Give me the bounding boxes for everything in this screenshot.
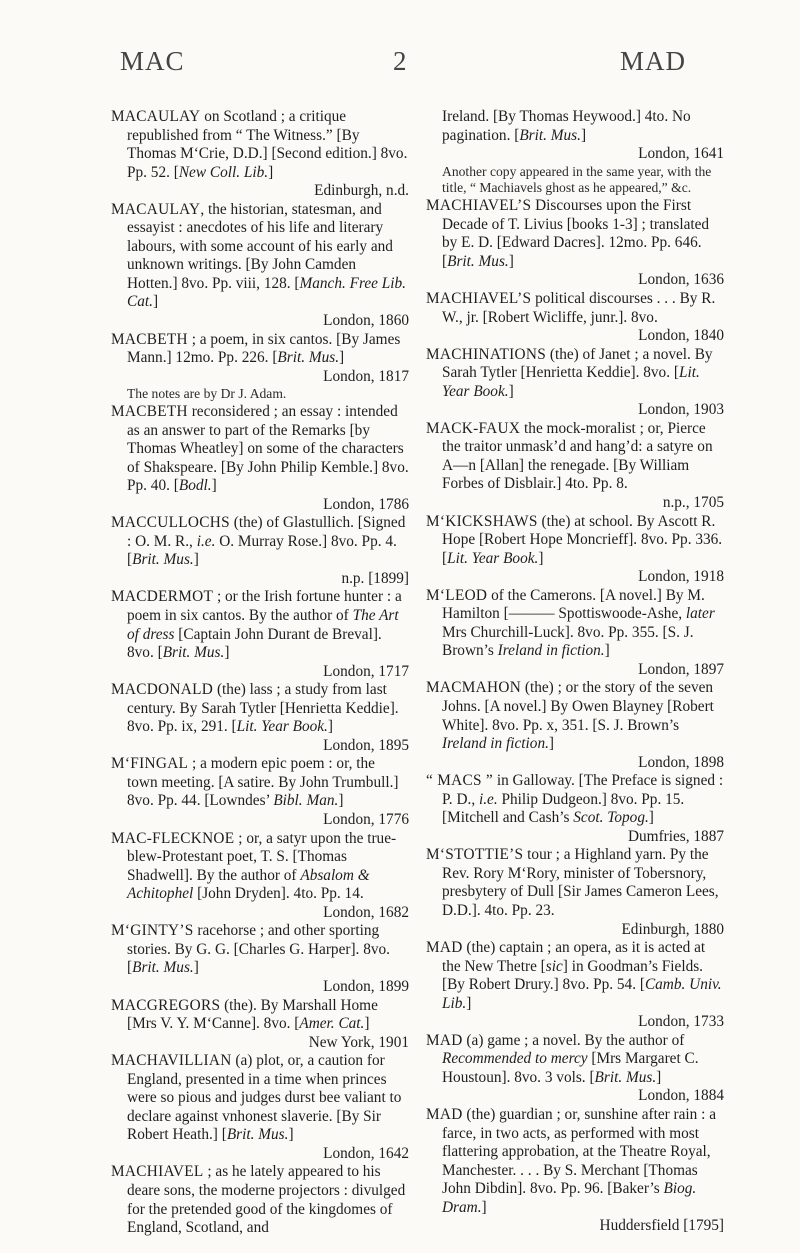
italic-text: Brit. Mus. — [594, 1068, 657, 1086]
entry-headword: MACHAVILLIAN — [111, 1052, 232, 1070]
entry-text: tour ; a Highland yarn. Py the Rev. Rory M‘Rory, minister of Tobersnory, presbytery of Dull [Sir James Cameron Lees, D.D.]. 4to. Pp. 23. — [442, 846, 719, 920]
catalog-entry — [426, 679, 724, 772]
catalog-entry — [111, 997, 409, 1053]
italic-text: Brit. Mus. — [519, 126, 581, 144]
entry-text: ] — [466, 994, 472, 1012]
entry-imprint: London, 1776 — [323, 811, 409, 829]
entry-text: (the). By Marshall Home [Mrs V. Y. M‘Canne]. 8vo. [ — [127, 996, 378, 1033]
catalog-entry — [426, 197, 724, 290]
entry-headword: M‘KICKSHAWS — [426, 512, 538, 530]
entry-text: (the) captain ; an opera, as it is acted at the New Thetre [ — [442, 939, 706, 975]
catalog-entry — [426, 1032, 724, 1106]
entry-text: ; or the Irish fortune hunter : a poem in six cantos. By the author of — [127, 588, 402, 625]
entry-headword: MACHINATIONS — [426, 345, 547, 363]
catalog-entry — [111, 201, 409, 331]
catalog-entry — [111, 588, 409, 681]
catalog-entry — [426, 587, 724, 680]
catalog-entry — [111, 331, 409, 387]
italic-text: Lit. Year Book. — [236, 718, 328, 736]
entry-text: ] — [193, 551, 199, 569]
entry-text: (a) game ; a novel. By the author of — [462, 1031, 685, 1049]
catalog-entry — [111, 922, 409, 996]
entry-headword: MACBETH — [111, 330, 188, 348]
entry-text: [John Dryden]. 4to. Pp. 14. — [193, 885, 364, 903]
italic-text: Biog. Dram. — [442, 1180, 697, 1216]
italic-text: Scot. Topog. — [573, 809, 649, 827]
entry-text: ] — [193, 959, 199, 977]
italic-text: i.e. — [196, 532, 216, 550]
italic-text: New Coll. Lib. — [178, 163, 269, 181]
right-column — [426, 108, 724, 1236]
entry-text: Discourses upon the First Decade of T. Livius [books 1-3] ; translated by E. D. [Edward Dacres]. 12mo. Pp. 646. [ — [442, 197, 710, 270]
entry-text: ] — [224, 644, 230, 662]
italic-text: sic — [545, 957, 563, 975]
entry-text: ] — [339, 349, 345, 367]
catalog-entry — [111, 1052, 409, 1163]
italic-text: Brit. Mus. — [277, 349, 340, 367]
entry-text: ] — [338, 792, 344, 810]
entry-text: political discourses . . . By R. W., jr. [Robert Wicliffe, junr.]. 8vo. — [442, 289, 716, 326]
catalog-entry — [111, 514, 409, 588]
entry-text: ] — [364, 1015, 370, 1033]
entry-text: [Mrs Margaret C. Houstoun]. 8vo. 3 vols. [ — [442, 1050, 699, 1086]
catalog-entry — [426, 846, 724, 939]
catalog-entry — [111, 681, 409, 755]
italic-text: Brit. Mus. — [162, 644, 225, 662]
italic-text: Recommended to mercy — [442, 1050, 588, 1068]
entry-text: ] — [211, 477, 217, 495]
entry-headword: MACBETH — [111, 403, 188, 420]
entry-imprint: London, 1895 — [323, 736, 409, 754]
entry-text: ; or, a satyr upon the true-blew-Protestant poet, T. S. [Thomas Shadwell]. By the author of — [127, 829, 397, 884]
entry-text: ] — [288, 1126, 294, 1144]
italic-text: The Art of dress — [127, 607, 399, 643]
entry-text: (a) plot, or, a caution for England, presented in a time when princes were so pious and judges durst bee valiant to declare against vnhonest slaverie. [By Sir Robert Heath.] [ — [127, 1052, 402, 1144]
entry-text: (the) lass ; a study from last century. By Sarah Tytler [Henrietta Keddie]. 8vo. Pp. ix, 291. [ — [127, 681, 399, 736]
entry-headword: M‘LEOD — [426, 586, 488, 604]
entry-text: ] — [538, 549, 544, 567]
entry-imprint: London, 1786 — [323, 495, 409, 513]
catalog-entry — [426, 420, 724, 513]
entry-text: , the historian, statesman, and essayist : anecdotes of his life and literary labours, with some account of his early and unknown writings. [By John Camden Hotten.] 8vo. Pp. viii, 128. [ — [127, 200, 393, 292]
entry-text: (the) of Janet ; a novel. By Sarah Tytler [Henrietta Keddie]. 8vo. [ — [442, 345, 713, 382]
entry-headword: MAD — [426, 1031, 463, 1049]
entry-text: ] — [580, 126, 587, 144]
catalog-entry — [426, 513, 724, 587]
catalog-entry — [111, 830, 409, 923]
entry-imprint: London, 1860 — [323, 312, 409, 330]
entry-text: (the) of Glastullich. [Signed : O. M. R., — [127, 514, 406, 550]
italic-text: Absalom & Achitophel — [127, 866, 370, 903]
entry-imprint: Dumfries, 1887 — [627, 827, 724, 845]
entry-headword: MAC-FLECKNOE — [111, 829, 235, 847]
italic-text: Bodl. — [178, 477, 212, 495]
entry-headword: MACDONALD — [111, 681, 214, 699]
entry-imprint: London, 1840 — [638, 327, 724, 345]
entry-imprint: London, 1682 — [323, 903, 409, 921]
entry-text: reconsidered ; an essay : intended as an answer to part of the Remarks [by Thomas Wheatley] on some of the characters of Shakspeare. [By John Philip Kemble.] 8vo. Pp. 40. [ — [127, 403, 409, 495]
left-column — [111, 108, 409, 1238]
catalog-entry — [111, 403, 409, 514]
entry-imprint: London, 1636 — [638, 271, 724, 289]
entry-imprint: London, 1733 — [638, 1013, 724, 1031]
entry-imprint: New York, 1901 — [308, 1033, 409, 1051]
entry-imprint: London, 1642 — [323, 1144, 409, 1162]
entry-text: ] — [481, 1198, 487, 1216]
entry-note: Another copy appeared in the same year, with the title, “ Machiavels ghost as he appeared,” &c. — [442, 163, 712, 196]
entry-text: in Galloway. [The Preface is signed : P. D., — [442, 772, 724, 808]
italic-text: Bibl. Man. — [273, 792, 339, 810]
italic-text: Brit. Mus. — [132, 551, 194, 569]
entry-imprint: n.p. [1899] — [341, 569, 409, 587]
entry-text: ; a poem, in six cantos. [By James Mann.] 12mo. Pp. 226. [ — [127, 330, 401, 367]
italic-text: Lit. Year Book. — [447, 549, 539, 567]
entry-headword: MAD — [426, 939, 463, 957]
header-right-word: MAD — [619, 46, 686, 76]
entry-headword: MACK-FAUX — [426, 419, 521, 437]
entry-text: [Captain John Durant de Breval]. 8vo. [ — [127, 625, 382, 662]
entry-text: Philip Dudgeon.] 8vo. Pp. 15. [Mitchell and Cash’s — [442, 790, 685, 827]
entry-text: (the) at school. By Ascott R. Hope [Robert Hope Moncrieff]. 8vo. Pp. 336. [ — [442, 512, 723, 567]
entry-text: ] — [604, 642, 610, 660]
entry-headword: MACHIAVEL’S — [426, 197, 532, 215]
entry-imprint: London, 1903 — [638, 401, 724, 419]
catalog-entry — [111, 108, 409, 201]
catalog-entry — [426, 346, 724, 420]
italic-text: Brit. Mus. — [132, 959, 194, 977]
catalog-entry — [111, 1163, 409, 1237]
entry-text: the mock-moralist ; or, Pierce the traitor unmask’d and hang’d: a satyre on A—n [Allan] the renegade. [By William Forbes of Disblair.] 4to. Pp. 8. — [442, 419, 713, 493]
italic-text: Brit. Mus. — [447, 252, 509, 270]
entry-text: ] in Goodman’s Fields. [By Robert Drury.] 8vo. Pp. 54. [ — [442, 957, 704, 994]
entry-headword: MAD — [426, 1106, 463, 1124]
entry-text: ] — [327, 718, 333, 736]
entry-imprint: London, 1717 — [323, 662, 409, 680]
entry-text: ] — [648, 809, 654, 827]
entry-text: O. Murray Rose.] 8vo. Pp. 4. [ — [127, 532, 397, 569]
entry-imprint: London, 1897 — [638, 660, 724, 678]
entry-headword: “ MACS ” — [426, 772, 493, 790]
entry-text: (the) guardian ; or, sunshine after rain : a farce, in two acts, as performed with most flattering approbation, at the Theatre Royal, Manchester. . . . By S. Merchant [Thomas John Dibdin]. 8vo. Pp. 96. [Baker’s — [442, 1106, 717, 1198]
entry-headword: MACAULAY — [111, 108, 201, 125]
italic-text: Camb. Univ. Lib. — [442, 976, 722, 1012]
italic-text: Manch. Free Lib. Cat. — [127, 274, 407, 311]
entry-imprint: London, 1898 — [638, 753, 724, 771]
header-left-word: MAC — [120, 46, 185, 76]
entry-imprint: Edinburgh, 1880 — [621, 920, 724, 938]
italic-text: Amer. Cat. — [299, 1015, 365, 1033]
entry-headword: MACMAHON — [426, 679, 522, 697]
entry-text: ] — [548, 735, 555, 753]
entry-text: ] — [508, 252, 514, 270]
entry-text: of the Camerons. [A novel.] By M. Hamilton [——— Spottiswoode-Ashe, — [442, 586, 705, 623]
catalog-entry — [426, 1106, 724, 1236]
entry-headword: M‘GINTY’S — [111, 922, 194, 940]
catalog-entry — [111, 755, 409, 829]
entry-imprint: London, 1884 — [638, 1087, 724, 1105]
running-header — [0, 46, 800, 86]
entry-note: The notes are by Dr J. Adam. — [127, 386, 287, 402]
entry-headword: M‘FINGAL — [111, 755, 189, 773]
entry-text: on Scotland ; a critique republished from “ The Witness.” [By Thomas M‘Crie, D.D.] [Second edition.] 8vo. Pp. 52. [ — [127, 108, 408, 181]
italic-text: later — [685, 605, 715, 623]
entry-text: ; as he lately appeared to his deare sons, the moderne projectors : divulged for the pretended good of the kingdomes of England, Scotland, and — [127, 1163, 406, 1237]
entry-text: ] — [268, 163, 274, 181]
entry-headword: MACGREGORS — [111, 996, 221, 1014]
catalog-entry — [426, 772, 724, 846]
entry-imprint: Edinburgh, n.d. — [314, 182, 409, 200]
italic-text: Lit. Year Book. — [442, 364, 700, 400]
entry-imprint: n.p., 1705 — [662, 493, 724, 511]
catalog-entry — [426, 290, 724, 346]
entry-text: racehorse ; and other sporting stories. By G. G. [Charles G. Harper]. 8vo. [ — [127, 922, 390, 977]
entry-imprint: London, 1918 — [638, 568, 724, 586]
entry-imprint: Huddersfield [1795] — [599, 1217, 724, 1235]
italic-text: Ireland in fiction. — [442, 735, 549, 753]
entry-text: Mrs Churchill-Luck]. 8vo. Pp. 355. [S. J. Brown’s — [442, 623, 694, 660]
entry-headword: MACAULAY — [111, 200, 201, 218]
catalog-entry — [426, 939, 724, 1032]
page-number: 2 — [393, 46, 408, 76]
entry-imprint: London, 1899 — [323, 977, 409, 995]
entry-headword: MACCULLOCHS — [111, 514, 230, 532]
entry-text: ; a modern epic poem : or, the town meeting. [A satire. By John Trumbull.] 8vo. Pp. 44. [Lowndes’ — [127, 755, 399, 810]
entry-headword: M‘STOTTIE’S — [426, 846, 524, 864]
italic-text: Brit. Mus. — [226, 1126, 289, 1144]
entry-text: ] — [152, 293, 159, 311]
entry-headword: MACDERMOT — [111, 588, 214, 606]
entry-imprint: London, 1817 — [323, 367, 409, 385]
italic-text: Ireland in fiction. — [497, 642, 605, 660]
entry-text: Ireland. [By Thomas Heywood.] 4to. No pagination. [ — [442, 108, 691, 144]
entry-text: ] — [508, 382, 514, 400]
entry-headword: MACHIAVEL — [111, 1163, 204, 1181]
italic-text: i.e. — [478, 790, 498, 808]
entry-headword: MACHIAVEL’S — [426, 289, 532, 307]
entry-imprint: London, 1641 — [638, 145, 724, 163]
entry-text: (the) ; or the story of the seven Johns. [A novel.] By Owen Blayney [Robert White]. 8vo. Pp. x, 351. [S. J. Brown’s — [442, 679, 714, 734]
entry-text: ] — [656, 1068, 662, 1086]
entry-continued — [426, 108, 724, 164]
